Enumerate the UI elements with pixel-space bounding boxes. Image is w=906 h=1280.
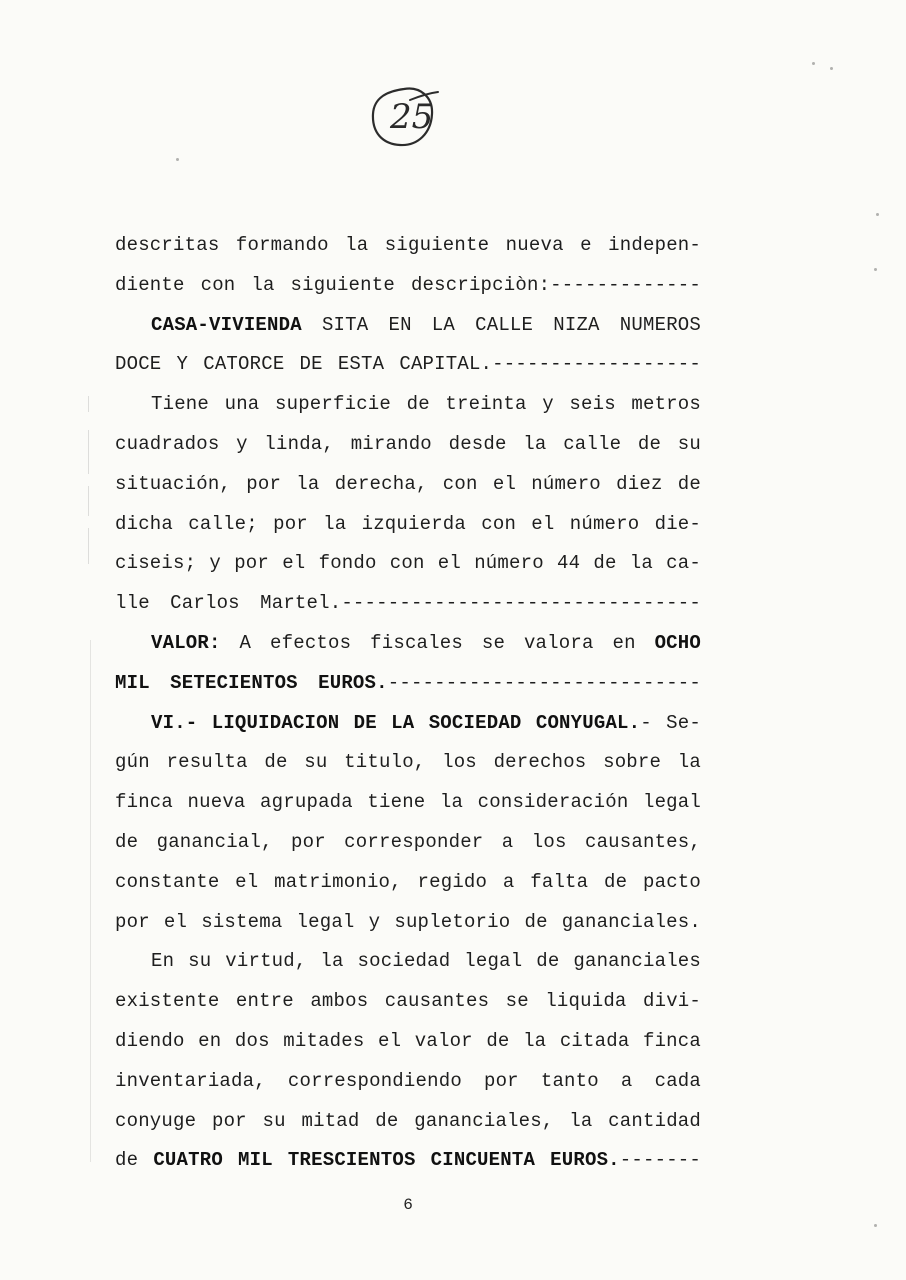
text-segment: de bbox=[115, 1149, 154, 1172]
text-line bbox=[115, 226, 701, 266]
text-line bbox=[115, 982, 701, 1022]
text-line bbox=[115, 1062, 701, 1102]
text-line bbox=[115, 823, 701, 863]
text-line bbox=[115, 266, 701, 306]
text-line bbox=[115, 704, 701, 744]
text-line bbox=[115, 783, 701, 823]
page-number: 6 bbox=[403, 1196, 413, 1214]
text-segment: de ganancial, por corresponder a los causantes, bbox=[115, 830, 701, 853]
handwritten-circled-number bbox=[364, 84, 444, 154]
text-line bbox=[115, 624, 701, 664]
text-segment: situación, por la derecha, con el número diez de bbox=[115, 472, 701, 495]
document-body bbox=[115, 226, 701, 1181]
scan-artifact bbox=[176, 158, 179, 161]
text-segment: - Se- bbox=[640, 711, 701, 734]
text-line bbox=[115, 584, 701, 624]
bold-text-segment: OCHO bbox=[654, 631, 701, 654]
text-line bbox=[115, 425, 701, 465]
text-segment: inventariada, correspondiendo por tanto a cada bbox=[115, 1069, 701, 1092]
text-segment: constante el matrimonio, regido a falta de pacto bbox=[115, 870, 701, 893]
text-segment: --------------------------- bbox=[387, 671, 701, 694]
scan-artifact bbox=[88, 430, 89, 474]
scan-artifact bbox=[88, 528, 89, 564]
scan-artifact bbox=[874, 1224, 877, 1227]
bold-text-segment: VALOR: bbox=[151, 631, 221, 654]
text-segment: ciseis; y por el fondo con el número 44 de la ca- bbox=[115, 552, 701, 575]
text-line bbox=[115, 942, 701, 982]
text-segment: diente con la siguiente descripciòn:------------- bbox=[115, 273, 701, 296]
bold-text-segment: CASA-VIVIENDA bbox=[151, 313, 302, 336]
text-segment: gún resulta de su titulo, los derechos sobre la bbox=[115, 751, 701, 774]
text-line bbox=[115, 345, 701, 385]
text-segment: dicha calle; por la izquierda con el número die- bbox=[115, 512, 701, 535]
text-line bbox=[115, 1022, 701, 1062]
text-line bbox=[115, 505, 701, 545]
text-segment: DOCE Y CATORCE DE ESTA CAPITAL.------------------ bbox=[115, 353, 701, 376]
text-segment: Tiene una superficie de treinta y seis metros bbox=[151, 393, 701, 416]
text-segment: En su virtud, la sociedad legal de gananciales bbox=[151, 950, 701, 973]
text-segment: A efectos fiscales se valora en bbox=[220, 631, 655, 654]
bold-text-segment: MIL SETECIENTOS EUROS. bbox=[115, 671, 388, 694]
text-line bbox=[115, 1141, 701, 1181]
text-segment: descritas formando la siguiente nueva e indepen- bbox=[115, 234, 701, 256]
scan-artifact bbox=[812, 62, 815, 65]
text-segment: existente entre ambos causantes se liquida divi- bbox=[115, 990, 701, 1013]
text-line bbox=[115, 465, 701, 505]
text-segment: por el sistema legal y supletorio de gananciales. bbox=[115, 910, 701, 933]
text-line bbox=[115, 544, 701, 584]
bold-text-segment: VI.- LIQUIDACION DE LA SOCIEDAD CONYUGAL. bbox=[151, 711, 641, 734]
scan-artifact bbox=[874, 268, 877, 271]
scan-artifact bbox=[90, 640, 91, 1162]
text-line bbox=[115, 863, 701, 903]
text-line bbox=[115, 385, 701, 425]
text-line bbox=[115, 1102, 701, 1142]
scan-artifact bbox=[88, 396, 89, 412]
text-segment: cuadrados y linda, mirando desde la calle de su bbox=[115, 432, 701, 455]
text-line bbox=[115, 903, 701, 943]
handwritten-number-text: 25 bbox=[390, 97, 434, 137]
text-line bbox=[115, 664, 701, 704]
scan-artifact bbox=[830, 67, 833, 70]
text-segment: finca nueva agrupada tiene la consideración legal bbox=[115, 791, 701, 814]
text-line bbox=[115, 306, 701, 346]
text-segment: lle Carlos Martel.------------------------------- bbox=[115, 592, 701, 615]
text-segment: diendo en dos mitades el valor de la citada finca bbox=[115, 1029, 701, 1052]
text-line bbox=[115, 743, 701, 783]
bold-text-segment: CUATRO MIL TRESCIENTOS CINCUENTA EUROS. bbox=[153, 1149, 620, 1172]
text-segment: SITA EN LA CALLE NIZA NUMEROS bbox=[301, 313, 701, 336]
scan-artifact bbox=[88, 486, 89, 516]
scan-artifact bbox=[876, 213, 879, 216]
text-segment: conyuge por su mitad de gananciales, la cantidad bbox=[115, 1109, 701, 1132]
text-segment: ------- bbox=[619, 1149, 701, 1172]
